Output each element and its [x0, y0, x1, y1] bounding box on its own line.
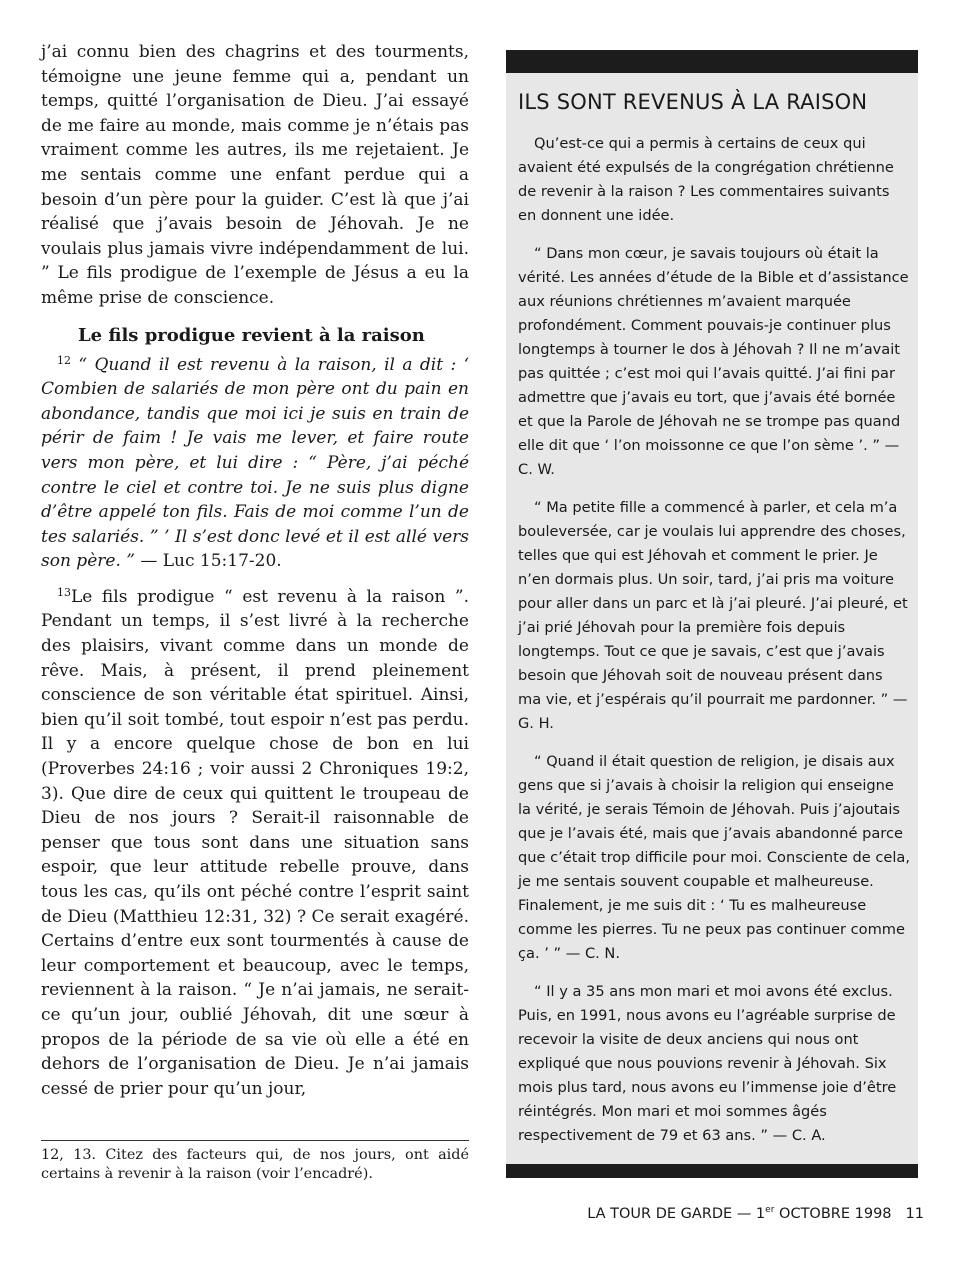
- box-bottom-bar: [506, 1164, 918, 1178]
- paragraph-number: 13: [57, 585, 71, 599]
- publication-superscript: er: [765, 1205, 775, 1215]
- box-paragraph: “ Quand il était question de religion, je disais aux gens que si j’avais à choisir la religion qui enseigne la vérité, je serais Témoin de Jéhovah. Puis j’ajoutais que je l’avais été, mais que j’avais abandonné parce que c’était trop difficile pour moi. Consciente de cela, je me sentais souvent coupable et malheureuse. Finalement, je me suis dit : ‘ Tu es malheureuse comme les pierres. Tu ne peux pas continuer comme ça. ’ ” — C. N.: [518, 753, 910, 962]
- paragraph-12: [41, 349, 469, 574]
- publication-date: OCTOBRE 1998: [774, 1206, 892, 1222]
- box-paragraph: Qu’est-ce qui a permis à certains de ceux qui avaient été expulsés de la congrégation chrétienne de revenir à la raison ? Les commentaires suivants en donnent une idée.: [518, 135, 894, 224]
- paragraph-13: [41, 581, 469, 1101]
- sidebar-box: [506, 50, 918, 1178]
- box-paragraph: “ Dans mon cœur, je savais toujours où était la vérité. Les années d’étude de la Bible et d’assistance aux réunions chrétiennes m’avaient marquée profondément. Comment pouvais-je continuer plus longtemps à tourner le dos à Jéhovah ? Il ne m’avait pas quittée ; c’est moi qui l’avais quitté. J’ai fini par admettre que j’avais eu tort, que j’avais été bornée et que la Parole de Jéhovah ne se trompe pas quand elle dit que ‘ l’on moissonne ce que l’on sème ’. ” — C. W.: [518, 245, 909, 478]
- box-paragraph: “ Ma petite fille a commencé à parler, et cela m’a bouleversée, car je voulais lui apprendre des choses, telles que qui est Jéhovah et comment le prier. Je n’en dormais plus. Un soir, tard, j’ai pris ma voiture pour aller dans un parc et là j’ai pleuré. J’ai pleuré, et j’ai prié Jéhovah pour la première fois depuis longtemps. Tout ce que je savais, c’est que j’avais besoin que Jéhovah soit de nouveau présent dans ma vie, et j’espérais qu’il pourrait me pardonner. ” — G. H.: [518, 499, 908, 732]
- box-title: ILS SONT REVENUS À LA RAISON: [518, 90, 868, 114]
- main-column: [41, 40, 469, 1101]
- publication-name: LA TOUR DE GARDE — 1: [587, 1206, 766, 1222]
- intro-paragraph: j’ai connu bien des chagrins et des tourments, témoigne une jeune femme qui a, pendant un temps, quitté l’organisation de Dieu. J’ai essayé de me faire au monde, mais comme je n’étais pas vraiment comme les autres, ils me rejetaient. Je me sentais comme une enfant perdue qui a besoin d’un père pour la guider. C’est là que j’ai réalisé que j’avais besoin de Jéhovah. Je ne voulais plus jamais vivre indépendamment de lui. ” Le fils prodigue de l’exemple de Jésus a eu la même prise de conscience.: [41, 42, 469, 308]
- scripture-quote: “ Quand il est revenu à la raison, il a dit : ‘ Combien de salariés de mon père ont du pain en abondance, tandis que moi ici je suis en train de périr de faim ! Je vais me lever, et faire route vers mon père, et lui dire : “ Père, j’ai péché contre le ciel et contre toi. Je ne suis plus digne d’être appelé ton fils. Fais de moi comme l’un de tes salariés. ” ’ Il s’est donc levé et il est allé vers son père. ”: [41, 354, 470, 572]
- box-top-bar: [506, 50, 918, 73]
- study-question: 12, 13. Citez des facteurs qui, de nos jours, ont aidé certains à revenir à la raison (voir l’encadré).: [41, 1140, 469, 1184]
- scripture-reference: — Luc 15:17-20.: [134, 551, 282, 572]
- box-paragraph: “ Il y a 35 ans mon mari et moi avons été exclus. Puis, en 1991, nous avons eu l’agréable surprise de recevoir la visite de deux anciens qui nous ont expliqué que nous pouvions revenir à Jéhovah. Six mois plus tard, nous avons eu l’immense joie d’être réintégrés. Mon mari et moi sommes âgés respectivement de 79 et 63 ans. ” — C. A.: [518, 983, 897, 1144]
- paragraph-text: Le fils prodigue “ est revenu à la raison ”. Pendant un temps, il s’est livré à la recherche des plaisirs, vivant comme dans un monde de rêve. Mais, à présent, il prend pleinement conscience de son véritable état spirituel. Ainsi, bien qu’il soit tombé, tout espoir n’est pas perdu. Il y a encore quelque chose de bon en lui (Proverbes 24:16 ; voir aussi 2 Chroniques 19:2, 3). Que dire de ceux qui quittent le troupeau de Dieu de nos jours ? Serait-il raisonnable de penser que tous sont dans une situation sans espoir, que leur attitude rebelle prouve, dans tous les cas, qu’ils ont péché contre l’esprit saint de Dieu (Matthieu 12:31, 32) ? Ce serait exagéré. Certains d’entre eux sont tourmentés à cause de leur comportement et beaucoup, avec le temps, reviennent à la raison. “ Je n’ai jamais, ne serait-ce qu’un jour, oublié Jéhovah, dit une sœur à propos de la période de sa vie où elle a été en dehors de l’organisation de Dieu. Je n’ai jamais cessé de prier pour qu’un jour,: [41, 586, 469, 1099]
- box-body: [518, 132, 910, 1162]
- page-number: 11: [905, 1206, 924, 1222]
- paragraph-number: 12: [57, 353, 71, 367]
- page-footer: [587, 1205, 924, 1222]
- section-subheading: Le fils prodigue revient à la raison: [78, 324, 425, 346]
